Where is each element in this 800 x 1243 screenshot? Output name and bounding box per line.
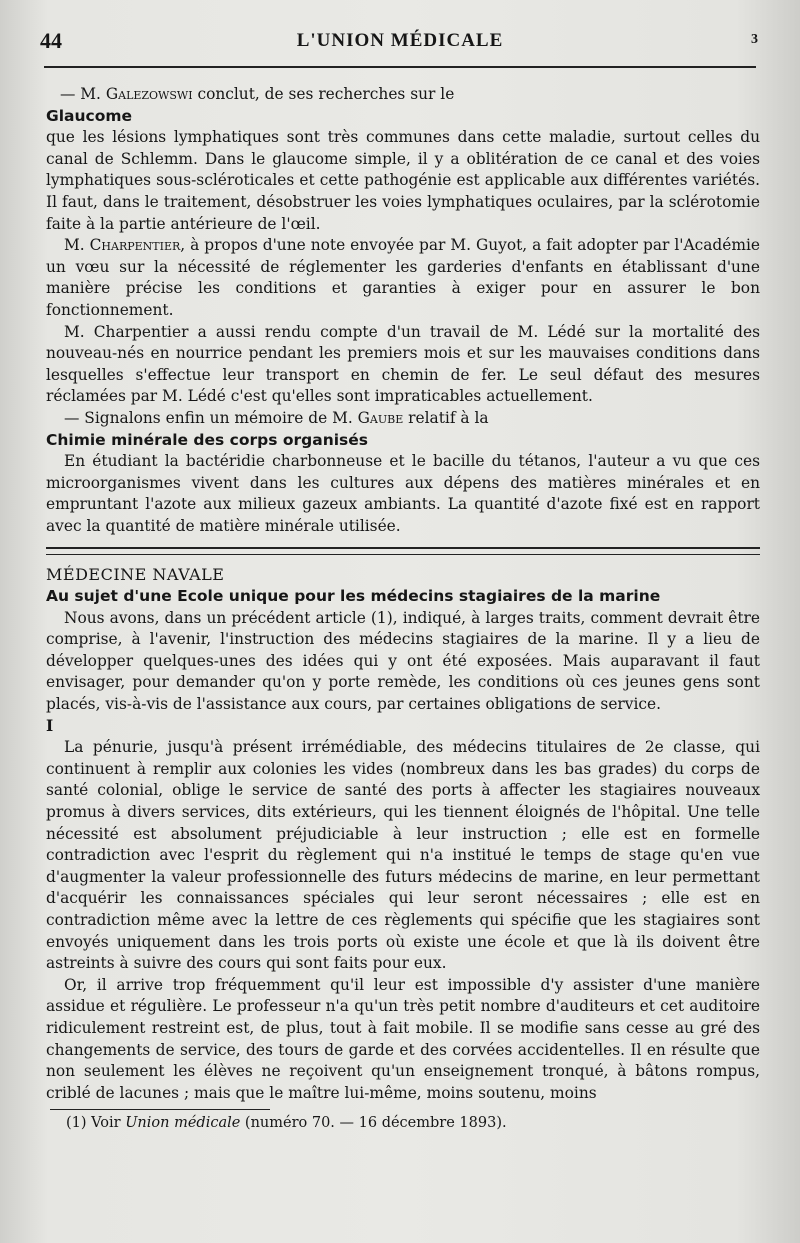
glaucome-paragraph: que les lésions lymphatiques sont très communes dans cette maladie, surtout celles du canal de Schlemm. Dans le glaucome simple, il y a oblitération de ce canal et des voies lymphatiques sous-scléroticales et cette pathogénie est applicable aux différentes variétés. Il faut, dans le traitement, désobstruer les voies lymphatiques oculaires, par la sclérotomie faite à la partie antérieure de l'œil. (46, 128, 760, 233)
section-numeral: I (46, 716, 54, 735)
galezowski-text: conclut, de ses recherches sur le (192, 85, 455, 103)
chimie-paragraph: En étudiant la bactéridie charbonneuse et le bacille du tétanos, l'auteur a vu que ces microorganismes vivent dans les cultures aux dépens des matières minérales et en empruntant l'azote aux milieux gazeux ambiants. La quantité d'azote fixé est en rapport avec la quantité de matière minérale utilisée. (46, 452, 760, 535)
footnote-suffix: (numéro 70. — 16 décembre 1893). (240, 1115, 507, 1132)
author-galezowski: Galezowswi (105, 85, 193, 103)
dash: — M. (60, 85, 106, 103)
charpentier-text: , à propos d'une note envoyée par M. Guyot, a fait adopter par l'Académie un vœu sur la nécessité de réglementer les garderies d'enfants en établissant d'une manière précise les conditions et garanties à exiger pour en assurer le bon fonctionnement. (46, 236, 760, 319)
intro-paragraph: Nous avons, dans un précédent article (1), indiqué, à larges traits, comment devrait être comprise, à l'avenir, l'instruction des médecins stagiaires de la marine. Il y a lieu de développer quelques-unes des idées qui y ont été exposées. Mais auparavant il faut envisager, pour demander qu'on y porte remède, les conditions où ces jeunes gens sont placés, vis-à-vis de l'assistance aux cours, par certaines obligations de service. (46, 608, 760, 714)
glaucome-heading: Glaucome (46, 106, 133, 125)
page-number: 44 (40, 28, 62, 53)
journal-title: L'UNION MÉDICALE (296, 30, 504, 51)
page-header (40, 22, 760, 52)
section-divider (46, 547, 760, 555)
section-title: MÉDECINE NAVALE (46, 565, 225, 585)
gaube-text: relatif à la (403, 408, 489, 427)
lede-paragraph: M. Charpentier a aussi rendu compte d'un travail de M. Lédé sur la mortalité des nouveau-nés en nourrice pendant les premiers mois et sur les mauvaises conditions dans lesquelles s'effectue leur transport en chemin de fer. Le seul défaut des mesures réclamées par M. Lédé c'est qu'elles sont impraticables actuellement. (46, 322, 760, 406)
author-gaube: Gaube (357, 408, 404, 427)
page-body (46, 84, 760, 1135)
footnote-journal: Union médicale (125, 1115, 241, 1132)
article-title: Au sujet d'une Ecole unique pour les médecins stagiaires de la marine (46, 587, 661, 606)
header-rule (44, 66, 756, 68)
footnote-prefix: (1) Voir (66, 1115, 126, 1132)
corner-mark: 3 (751, 32, 758, 47)
footnote-rule (50, 1109, 270, 1110)
footnote (46, 1113, 760, 1135)
or-paragraph: Or, il arrive trop fréquemment qu'il leur est impossible d'y assister d'une manière assidue et régulière. Le professeur n'a qu'un très petit nombre d'auditeurs et cet auditoire ridiculement restreint est, de plus, tout à fait mobile. Il se modifie sans cesse au gré des changements de service, des tours de garde et des corvées accidentelles. Il en résulte que non seulement les élèves ne reçoivent qu'un enseignement tronqué, à bâtons rompus, criblé de lacunes ; mais que le maître lui-même, moins soutenu, moins (46, 975, 760, 1102)
gaube-line (46, 408, 760, 430)
penurie-paragraph: La pénurie, jusqu'à présent irrémédiable, des médecins titulaires de 2e classe, qui continuent à remplir aux colonies les vides (nombreux dans les bas grades) du corps de santé colonial, oblige le service de santé des ports à affecter les stagiaires nouveaux promus à divers services, dits extérieurs, qui les tiennent éloignés de l'hôpital. Une telle nécessité est absolument préjudiciable à leur instruction ; elle est en formelle contradiction avec l'esprit du règlement qui n'a institué le temps de stage qu'en vue d'augmenter la valeur professionnelle des futurs médecins de marine, en leur permettant d'acquérir les connaissances spéciales qui leur seront nécessaires ; elle est en contradiction même avec la lettre de ces règlements qui spécifie que les stagiaires sont envoyés uniquement dans les trois ports où existe une école et que là ils doivent être astreints à suivre des cours qui sont faits pour eux. (46, 738, 760, 973)
charpentier-paragraph (46, 235, 760, 321)
charpentier-prefix: M. (64, 236, 90, 255)
author-charpentier: Charpentier (89, 236, 181, 255)
galezowski-line (46, 84, 760, 106)
chimie-heading: Chimie minérale des corps organisés (46, 430, 369, 449)
gaube-prefix: — Signalons enfin un mémoire de M. (64, 408, 358, 427)
